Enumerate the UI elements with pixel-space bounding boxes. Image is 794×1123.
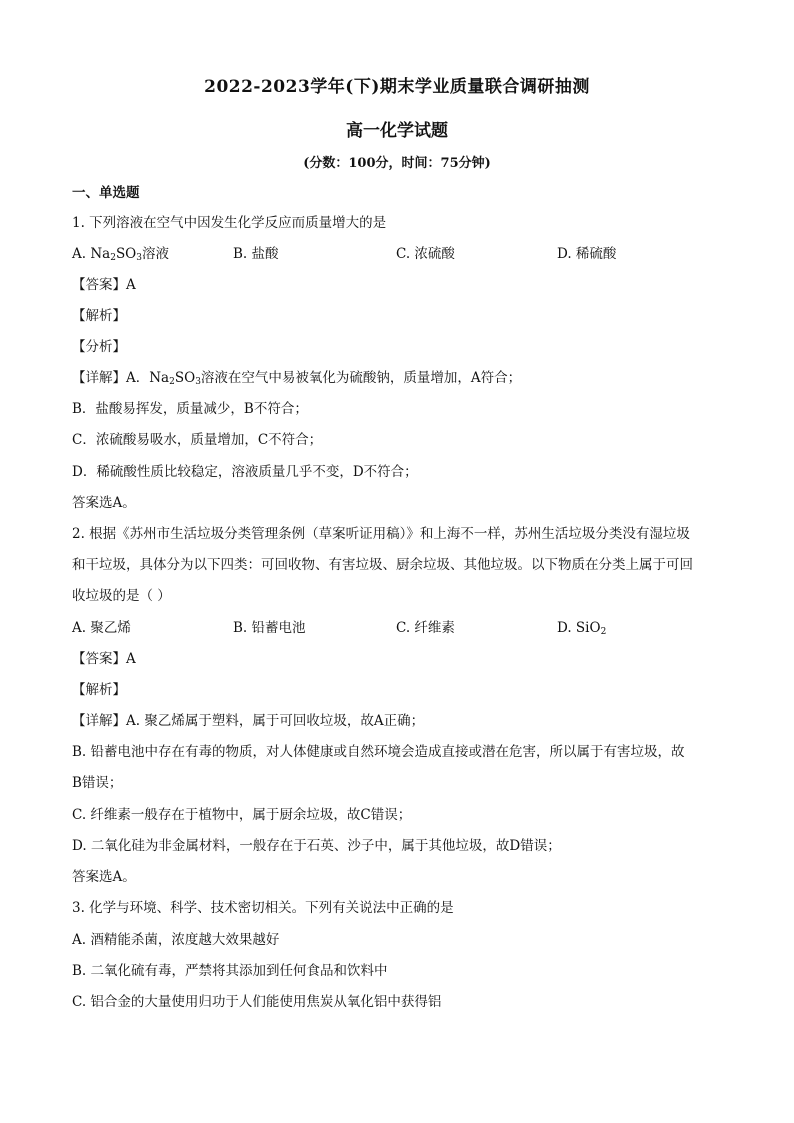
q1-detail: 【详解】A．$Na_2SO_3$溶液在空气中易被氧化为硫酸钠，质量增加，A符合； bbox=[72, 370, 522, 387]
q2-option-a: A. 聚乙烯 bbox=[72, 620, 131, 636]
q1-option-a: A. $Na_2SO_3$溶液 bbox=[72, 246, 169, 263]
q3-option-c: C. 铝合金的大量使用归功于人们能使用焦炭从氧化铝中获得铝 bbox=[72, 994, 442, 1010]
q2-conclusion: 答案选A。 bbox=[72, 869, 136, 885]
q3-option-a: A. 酒精能杀菌，浓度越大效果越好 bbox=[72, 932, 280, 948]
q1-conclusion: 答案选A。 bbox=[72, 495, 136, 511]
q3-option-b: B. 二氧化硫有毒，严禁将其添加到任何食品和饮料中 bbox=[72, 963, 388, 979]
q1-detail-b: B．盐酸易挥发，质量减少，B不符合； bbox=[72, 401, 308, 417]
score-time: (分数：100分，时间：75分钟) bbox=[303, 156, 491, 171]
q2-answer: 【答案】A bbox=[72, 651, 136, 667]
q1-option-d: D. 稀硫酸 bbox=[557, 246, 617, 262]
q1-detail-c: C．浓硫酸易吸水，质量增加，C不符合； bbox=[72, 432, 323, 448]
q2-stem-line2: 和干垃圾，具体分为以下四类：可回收物、有害垃圾、厨余垃圾、其他垃圾。以下物质在分类上属于可回 bbox=[72, 557, 693, 573]
q2-option-d: D. SiO$_2$ bbox=[557, 620, 607, 637]
q1-option-c: C. 浓硫酸 bbox=[396, 246, 455, 262]
q1-answer: 【答案】A bbox=[72, 277, 136, 293]
q2-option-c: C. 纤维素 bbox=[396, 620, 455, 636]
q2-stem-line3: 收垃圾的是（ ） bbox=[72, 588, 171, 604]
q3-stem: 3. 化学与环境、科学、技术密切相关。下列有关说法中正确的是 bbox=[72, 900, 454, 916]
q2-detail: 【详解】A. 聚乙烯属于塑料，属于可回收垃圾，故A正确； bbox=[72, 713, 425, 729]
q1-detail-d: D．稀硫酸性质比较稳定，溶液质量几乎不变，D不符合； bbox=[72, 464, 418, 480]
q2-analysis-label: 【解析】 bbox=[72, 682, 126, 698]
q2-detail-c: C. 纤维素一般存在于植物中，属于厨余垃圾，故C错误； bbox=[72, 807, 412, 823]
q2-detail-b-line2: B错误； bbox=[72, 775, 123, 791]
q2-stem-line1: 2. 根据《苏州市生活垃圾分类管理条例（草案听证用稿）》和上海不一样，苏州生活垃圾分类没有湿垃圾 bbox=[72, 526, 690, 542]
q1-option-b: B. 盐酸 bbox=[233, 246, 279, 262]
q2-detail-d: D. 二氧化硅为非金属材料，一般存在于石英、沙子中，属于其他垃圾，故D错误； bbox=[72, 838, 561, 854]
q2-option-b: B. 铅蓄电池 bbox=[233, 620, 306, 636]
exam-subtitle: 高一化学试题 bbox=[346, 121, 448, 141]
q1-fenxi-label: 【分析】 bbox=[72, 339, 126, 355]
q1-stem: 1. 下列溶液在空气中因发生化学反应而质量增大的是 bbox=[72, 215, 387, 231]
section-heading: 一、单选题 bbox=[72, 185, 140, 201]
q2-detail-b-line1: B. 铅蓄电池中存在有毒的物质，对人体健康或自然环境会造成直接或潜在危害，所以属于有害垃圾，故 bbox=[72, 744, 685, 760]
q1-analysis-label: 【解析】 bbox=[72, 308, 126, 324]
exam-title: 2022-2023学年(下)期末学业质量联合调研抽测 bbox=[204, 77, 590, 97]
